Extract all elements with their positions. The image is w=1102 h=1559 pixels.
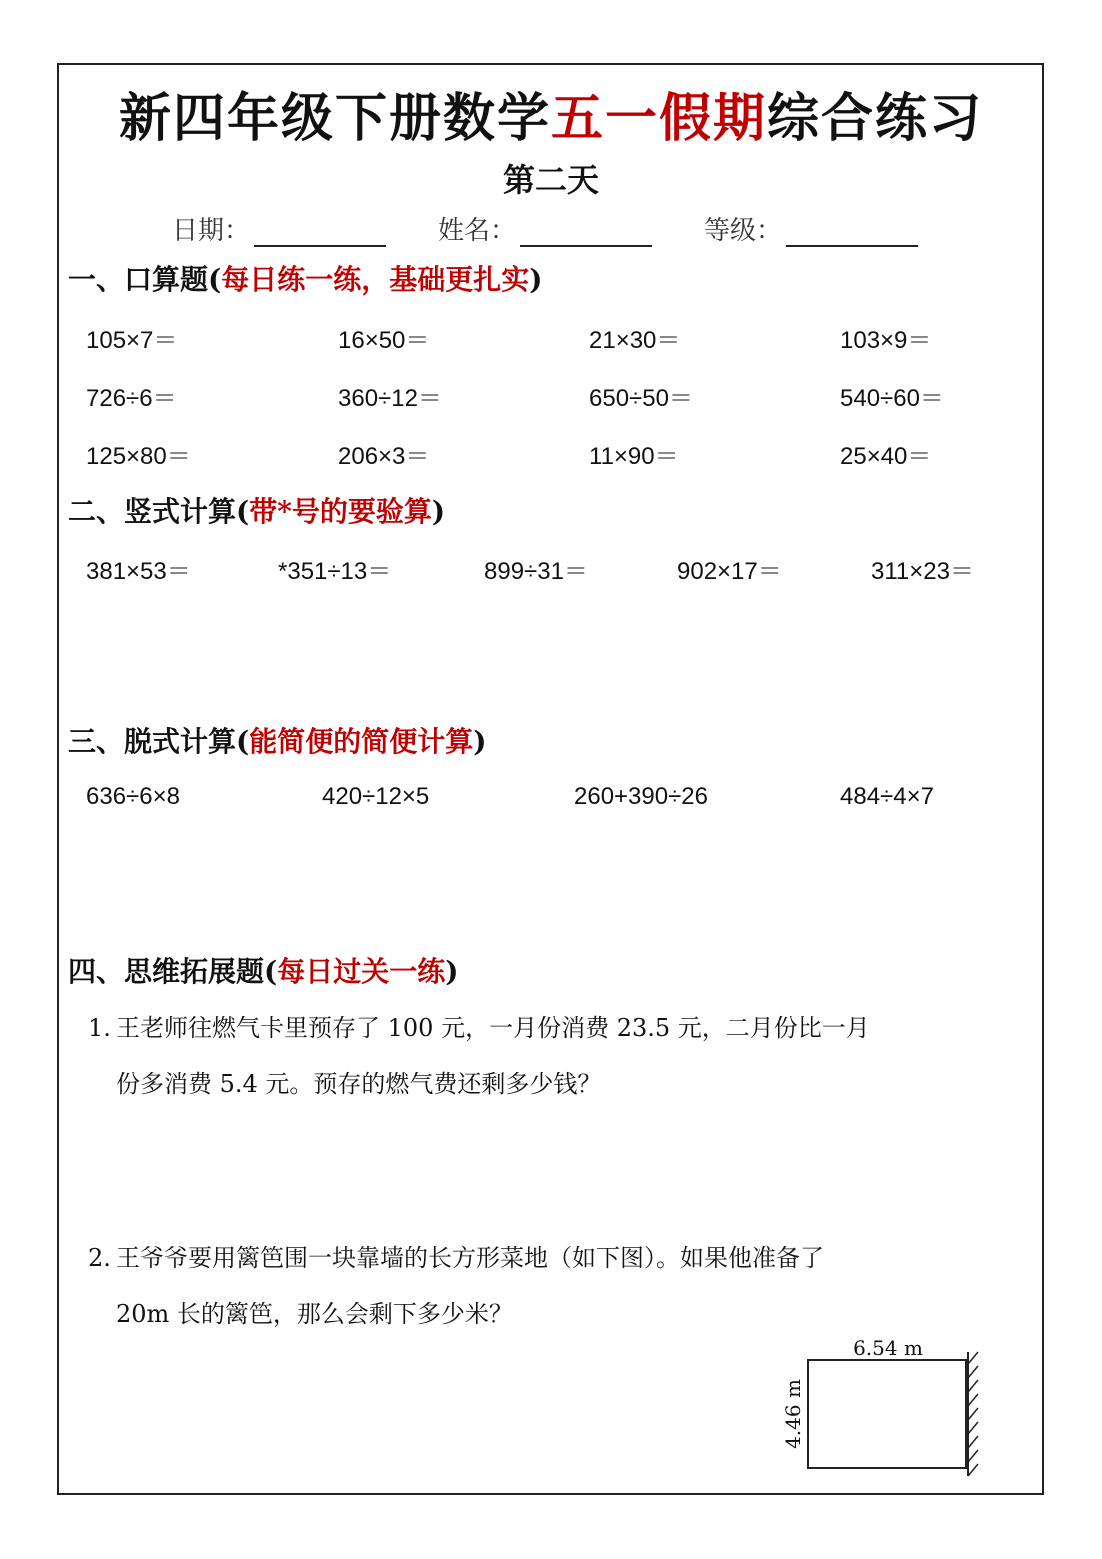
section-close: ) — [473, 725, 487, 758]
name-label: 姓名： — [438, 216, 517, 246]
vertical-item: 899÷31＝ — [484, 558, 588, 585]
title-part-2-highlight: 五一假期 — [550, 88, 767, 149]
section-thinking-heading — [68, 950, 459, 990]
section-close: ) — [529, 263, 543, 296]
oral-item: 16×50＝ — [338, 327, 430, 354]
stepwise-item: 420÷12×5 — [322, 783, 430, 810]
oral-item: 103×9＝ — [840, 327, 932, 354]
section-title: 三、脱式计算( — [68, 725, 250, 758]
section-close: ) — [431, 495, 446, 528]
section-note: 每日过关一练 — [277, 955, 446, 988]
date-label: 日期： — [172, 216, 251, 246]
vertical-item: 902×17＝ — [677, 558, 782, 585]
problem-number: 2. — [88, 1244, 111, 1272]
oral-item: 25×40＝ — [840, 443, 932, 470]
title-part-1: 新四年级下册数学 — [118, 88, 551, 149]
name-field[interactable] — [438, 210, 652, 247]
oral-item: 360÷12＝ — [338, 385, 442, 412]
oral-item: 726÷6＝ — [86, 385, 177, 412]
width-label: 6.54 m — [853, 1336, 923, 1360]
oral-item: 125×80＝ — [86, 443, 191, 470]
date-blank[interactable] — [254, 217, 386, 247]
problem-text-line-1: 王爷爷要用篱笆围一块靠墙的长方形菜地（如下图）。如果他准备了 — [116, 1244, 824, 1272]
section-vertical-heading — [68, 490, 445, 530]
height-label: 4.46 m — [781, 1379, 805, 1449]
title-part-3: 综合练习 — [767, 88, 984, 149]
name-blank[interactable] — [520, 217, 652, 247]
stepwise-item: 484÷4×7 — [840, 783, 934, 810]
stepwise-item: 636÷6×8 — [86, 783, 180, 810]
section-oral-heading — [68, 258, 543, 298]
section-close: ) — [445, 955, 459, 988]
vertical-item: 381×53＝ — [86, 558, 191, 585]
grade-field[interactable] — [704, 210, 918, 247]
date-field[interactable] — [172, 210, 386, 247]
word-problem-1 — [88, 1000, 1018, 1112]
oral-item: 650÷50＝ — [589, 385, 693, 412]
page-title — [0, 76, 1102, 151]
oral-item: 11×90＝ — [589, 443, 679, 470]
section-stepwise-heading — [68, 720, 487, 760]
garden-rectangle — [808, 1360, 966, 1468]
problem-number: 1. — [88, 1014, 111, 1042]
wall-hatching — [968, 1352, 978, 1476]
section-title: 二、竖式计算( — [68, 495, 250, 528]
garden-diagram — [770, 1330, 1000, 1480]
problem-text-line-2: 20m 长的篱笆，那么会剩下多少米？ — [116, 1300, 513, 1328]
section-note: 能简便的简便计算 — [249, 725, 474, 758]
vertical-item: *351÷13＝ — [278, 558, 392, 585]
section-title: 一、口算题( — [68, 263, 222, 296]
section-note: 带*号的要验算 — [249, 495, 432, 528]
vertical-item: 311×23＝ — [871, 558, 974, 585]
section-title: 四、思维拓展题( — [68, 955, 278, 988]
problem-text-line-1: 王老师往燃气卡里预存了 100 元，一月份消费 23.5 元，二月份比一月 — [116, 1014, 870, 1042]
grade-label: 等级： — [704, 216, 783, 246]
oral-item: 105×7＝ — [86, 327, 178, 354]
grade-blank[interactable] — [786, 217, 918, 247]
problem-text-line-2: 份多消费 5.4 元。预存的燃气费还剩多少钱？ — [116, 1070, 602, 1098]
section-note: 每日练一练，基础更扎实 — [221, 263, 530, 296]
word-problem-2 — [88, 1230, 1018, 1342]
oral-item: 540÷60＝ — [840, 385, 944, 412]
page-subtitle: 第二天 — [502, 161, 599, 199]
oral-item: 21×30＝ — [589, 327, 681, 354]
oral-item: 206×3＝ — [338, 443, 430, 470]
stepwise-item: 260+390÷26 — [574, 783, 708, 810]
